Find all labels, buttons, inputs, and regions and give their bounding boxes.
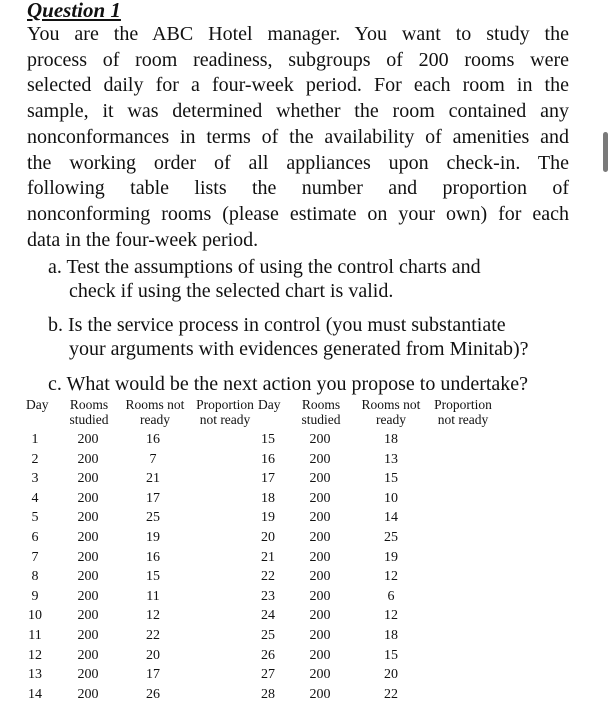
cell-rooms-not-ready: 12	[384, 608, 398, 624]
header-proportion-2	[428, 397, 498, 427]
cell-rooms-studied: 200	[77, 451, 99, 467]
cell-rooms-studied: 200	[309, 549, 331, 565]
cell-day: 26	[261, 647, 275, 663]
cell-rooms-studied: 200	[77, 588, 99, 604]
cell-rooms-studied: 200	[77, 667, 99, 683]
header-not-ready-line1: Rooms not	[125, 397, 185, 412]
part-c	[48, 372, 528, 396]
cell-rooms-not-ready: 22	[146, 628, 160, 643]
part-b	[48, 313, 528, 361]
cell-rooms-studied: 200	[77, 510, 99, 526]
cell-rooms-not-ready: 10	[384, 490, 398, 506]
cell-day: 19	[261, 510, 275, 526]
header-proportion-2-line1: Proportion	[434, 397, 492, 412]
cell-day: 8	[31, 569, 39, 585]
cell-day: 1	[31, 432, 39, 447]
cell-rooms-not-ready: 15	[146, 569, 160, 585]
header-proportion-2-line2: not ready	[437, 412, 489, 427]
cell-day: 9	[31, 588, 39, 604]
cell-day: 17	[261, 471, 275, 487]
cell-day: 18	[261, 490, 275, 506]
cell-day: 3	[31, 471, 39, 487]
cell-day: 28	[261, 686, 275, 702]
cell-rooms-studied: 200	[309, 588, 331, 604]
header-rooms-2-line2: studied	[301, 412, 341, 427]
part-a	[48, 255, 481, 303]
cell-rooms-studied: 200	[309, 569, 331, 585]
scrollbar[interactable]	[603, 132, 608, 172]
cell-rooms-not-ready: 6	[387, 588, 395, 604]
header-not-ready-2-line2: ready	[376, 412, 406, 427]
cell-rooms-studied: 200	[309, 432, 331, 447]
cell-rooms-not-ready: 20	[384, 667, 398, 683]
cell-day: 16	[261, 451, 275, 467]
cell-rooms-studied: 200	[309, 451, 331, 467]
intro-line: the working order of all appliances upon check-in. The	[27, 151, 569, 174]
part-a-line2: check if using the selected chart is valid.	[69, 280, 394, 302]
cell-day: 23	[261, 588, 275, 604]
cell-rooms-not-ready: 7	[149, 451, 157, 467]
cell-rooms-not-ready: 18	[384, 628, 398, 643]
intro-line: nonconforming rooms (please estimate on your own) for each	[27, 202, 569, 225]
header-rooms	[65, 397, 113, 427]
cell-day: 12	[28, 647, 42, 663]
part-a-line1: a. Test the assumptions of using the control charts and	[48, 256, 481, 278]
header-day: Day	[26, 397, 49, 412]
header-not-ready-2-line1: Rooms not	[361, 397, 421, 412]
cell-day: 20	[261, 530, 275, 545]
header-proportion-line2: not ready	[199, 412, 251, 427]
cell-day: 10	[28, 608, 42, 624]
cell-rooms-not-ready: 15	[384, 647, 398, 663]
cell-rooms-studied: 200	[309, 471, 331, 487]
cell-rooms-studied: 200	[309, 608, 331, 624]
intro-line: process of room readiness, subgroups of 200 rooms were	[27, 48, 569, 71]
cell-rooms-not-ready: 17	[146, 490, 160, 506]
cell-day: 7	[31, 549, 39, 565]
cell-day: 22	[261, 569, 275, 585]
cell-rooms-studied: 200	[77, 549, 99, 565]
part-c-line1: c. What would be the next action you propose to undertake?	[48, 373, 529, 395]
cell-rooms-not-ready: 11	[146, 588, 160, 604]
header-not-ready-line2: ready	[140, 412, 170, 427]
header-rooms-2-line1: Rooms	[301, 397, 341, 412]
intro-line: data in the four-week period.	[27, 228, 259, 251]
cell-day: 24	[261, 608, 275, 624]
cell-rooms-not-ready: 12	[384, 569, 398, 585]
header-rooms-line2: studied	[69, 412, 109, 427]
intro-line: following table lists the number and proportion of	[27, 177, 569, 200]
header-not-ready	[122, 397, 188, 427]
cell-rooms-studied: 200	[77, 647, 99, 663]
cell-rooms-not-ready: 16	[146, 432, 160, 447]
cell-rooms-studied: 200	[77, 530, 99, 545]
cell-rooms-studied: 200	[309, 510, 331, 526]
cell-day: 27	[261, 667, 275, 683]
cell-day: 11	[28, 628, 42, 643]
cell-rooms-studied: 200	[77, 569, 99, 585]
cell-rooms-studied: 200	[309, 686, 331, 702]
part-b-line2: your arguments with evidences generated from Minitab)?	[69, 338, 529, 360]
question-intro	[27, 22, 569, 253]
cell-rooms-studied: 200	[309, 667, 331, 683]
cell-rooms-studied: 200	[309, 647, 331, 663]
cell-rooms-not-ready: 18	[384, 432, 398, 447]
cell-day: 14	[28, 686, 42, 702]
intro-line: selected daily for a four-week period. For each room in the	[27, 74, 569, 97]
cell-rooms-not-ready: 15	[384, 471, 398, 487]
header-day-2: Day	[258, 397, 281, 412]
cell-rooms-not-ready: 13	[384, 451, 398, 467]
cell-day: 13	[28, 667, 42, 683]
cell-day: 15	[261, 432, 275, 447]
cell-rooms-studied: 200	[77, 628, 99, 643]
intro-line: You are the ABC Hotel manager. You want to study the	[27, 23, 569, 45]
cell-rooms-studied: 200	[77, 608, 99, 624]
intro-line: sample, it was determined whether the room contained any	[27, 100, 569, 123]
part-b-line1: b. Is the service process in control (you must substantiate	[48, 314, 506, 336]
cell-rooms-studied: 200	[309, 628, 331, 643]
cell-day: 2	[31, 451, 39, 467]
cell-rooms-not-ready: 25	[384, 530, 398, 545]
header-proportion-line1: Proportion	[196, 397, 254, 412]
header-proportion	[192, 397, 258, 427]
cell-rooms-not-ready: 12	[146, 608, 160, 624]
cell-rooms-studied: 200	[77, 471, 99, 487]
cell-rooms-not-ready: 21	[146, 471, 160, 487]
cell-day: 5	[31, 510, 39, 526]
cell-day: 6	[31, 530, 39, 545]
cell-rooms-not-ready: 19	[146, 530, 160, 545]
cell-rooms-not-ready: 19	[384, 549, 398, 565]
question-title: Question 1	[27, 0, 121, 22]
cell-rooms-not-ready: 20	[146, 647, 160, 663]
cell-day: 25	[261, 628, 275, 643]
cell-rooms-studied: 200	[77, 432, 99, 447]
cell-rooms-not-ready: 22	[384, 686, 398, 702]
header-rooms-2	[296, 397, 346, 427]
intro-line: nonconformances in terms of the availability of amenities and	[27, 125, 569, 148]
cell-rooms-studied: 200	[77, 490, 99, 506]
cell-rooms-not-ready: 25	[146, 510, 160, 526]
cell-rooms-not-ready: 26	[146, 686, 160, 702]
cell-day: 21	[261, 549, 275, 565]
cell-rooms-studied: 200	[309, 530, 331, 545]
cell-rooms-not-ready: 16	[146, 549, 160, 565]
header-rooms-line1: Rooms	[69, 397, 109, 412]
cell-rooms-studied: 200	[77, 686, 99, 702]
header-not-ready-2	[357, 397, 425, 427]
cell-rooms-not-ready: 14	[384, 510, 398, 526]
cell-day: 4	[31, 490, 39, 506]
cell-rooms-studied: 200	[309, 490, 331, 506]
cell-rooms-not-ready: 17	[146, 667, 160, 683]
